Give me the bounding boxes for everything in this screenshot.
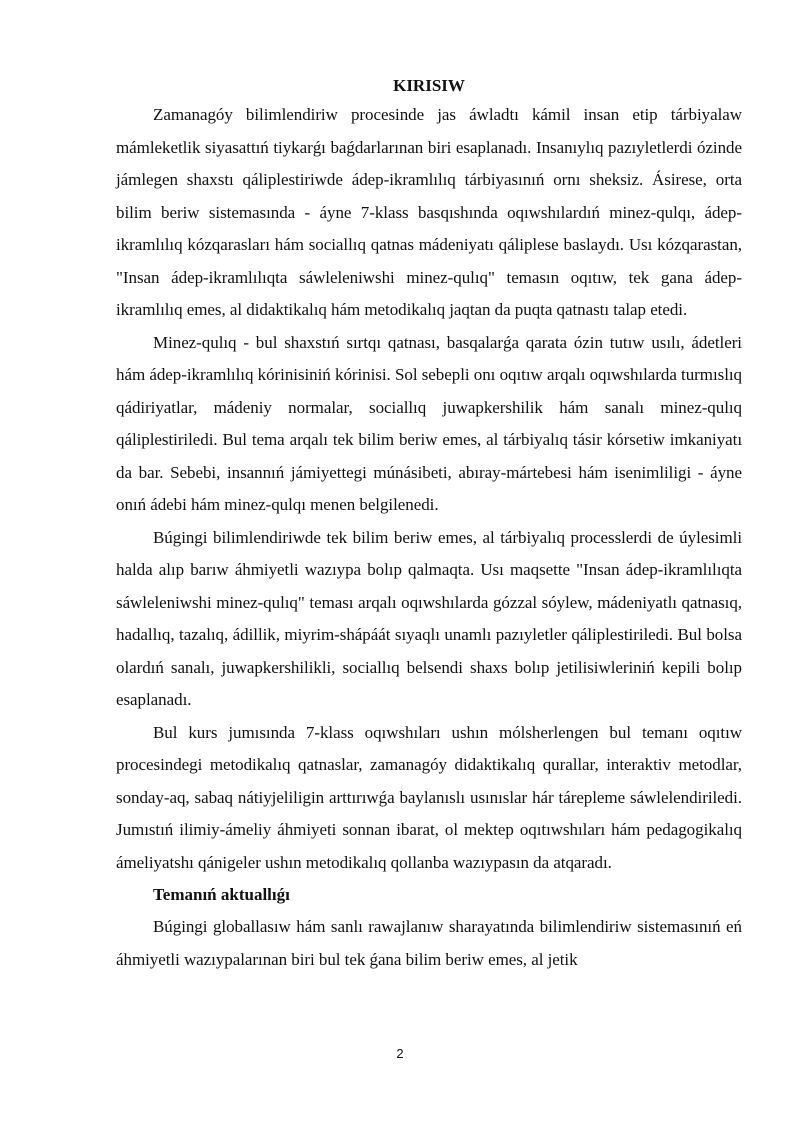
paragraph-5: Búgingi globallasıw hám sanlı rawajlanıw sharayatında bilimlendiriw sistemasınıń eń áhmiyetli wazıypalarınan biri bul tek ǵana bilim beriw emes, al jetik bbox=[116, 917, 742, 969]
section-heading: KIRISIW bbox=[393, 76, 465, 95]
paragraph-3: Búgingi bilimlendiriwde tek bilim beriw emes, al tárbiyalıq processlerdi de úylesimli halda alıp barıw áhmiyetli wazıypa bolıp qalmaqta. Usı maqsette "Insan ádep-ikramlılıqta sáwleleniwshi minez-qulıq" teması arqalı oqıwshılarda gózzal sóylew, mádeniyatlı qatnasıq, hadallıq, tazalıq, ádillik, miyrim-shápáát sıyaqlı unamlı pazıyletler qáliplestiriledi. Bul bolsa olardıń sanalı, juwapkershilikli, sociallıq belsendi shaxs bolıp jetilisiwleriniń kepili bolıp esaplanadı. bbox=[116, 527, 742, 709]
subsection-heading: Temanıń aktuallıǵı bbox=[153, 885, 290, 904]
paragraph-4: Bul kurs jumısında 7-klass oqıwshıları ushın mólsherlengen bul temanı oqıtıw procesindegi metodikalıq qatnaslar, zamanagóy didaktikalıq qurallar, interaktiv metodlar, sonday-aq, sabaq nátiyjeliligin arttırıwǵa baylanıslı usınıslar hár tárepleme sáwlelendiriledi. Jumıstıń ilimiy-ámeliy áhmiyeti sonnan ibarat, ol mektep oqıtıwshıları hám pedagogikalıq ámeliyatshı qánigeler ushın metodikalıq qollanba wazıypasın da atqaradı. bbox=[116, 722, 742, 872]
page-content bbox=[116, 73, 742, 976]
page-number: 2 bbox=[396, 1046, 404, 1061]
paragraph-2: Minez-qulıq - bul shaxstıń sırtqı qatnası, basqalarǵa qarata ózin tutıw usılı, ádetleri hám ádep-ikramlılıq kórinisiniń kórinisi. Sol sebepli onı oqıtıw arqalı oqıwshılarda turmıslıq qádiriyatlar, mádeniy normalar, sociallıq juwapkershilik hám sanalı minez-qulıq qáliplestiriledi. Bul tema arqalı tek bilim beriw emes, al tárbiyalıq tásir kórsetiw imkaniyatı da bar. Sebebi, insannıń jámiyettegi múnásibeti, abıray-mártebesi hám isenimliligi - áyne onıń ádebi hám minez-qulqı menen belgilenedi. bbox=[116, 332, 742, 514]
paragraph-1: Zamanagóy bilimlendiriw procesinde jas áwladtı kámil insan etip tárbiyalaw mámleketlik siyasattıń tiykarǵı baǵdarlarınan biri esaplanadı. Insanıylıq pazıyletlerdi ózinde jámlegen shaxstı qáliplestiriwde ádep-ikramlılıq tárbiyasınıń ornı sheksiz. Ásirese, orta bilim beriw sistemasında - áyne 7-klass basqıshında oqıwshılardıń minez-qulqı, ádep-ikramlılıq kózqarasları hám sociallıq qatnas mádeniyatı qáliplese baslaydı. Usı kózqarastan, "Insan ádep-ikramlılıqta sáwleleniwshi minez-qulıq" temasın oqıtıw, tek gana ádep-ikramlılıq emes, al didaktikalıq hám metodikalıq jaqtan da puqta qatnastı talap etedi. bbox=[116, 105, 742, 319]
